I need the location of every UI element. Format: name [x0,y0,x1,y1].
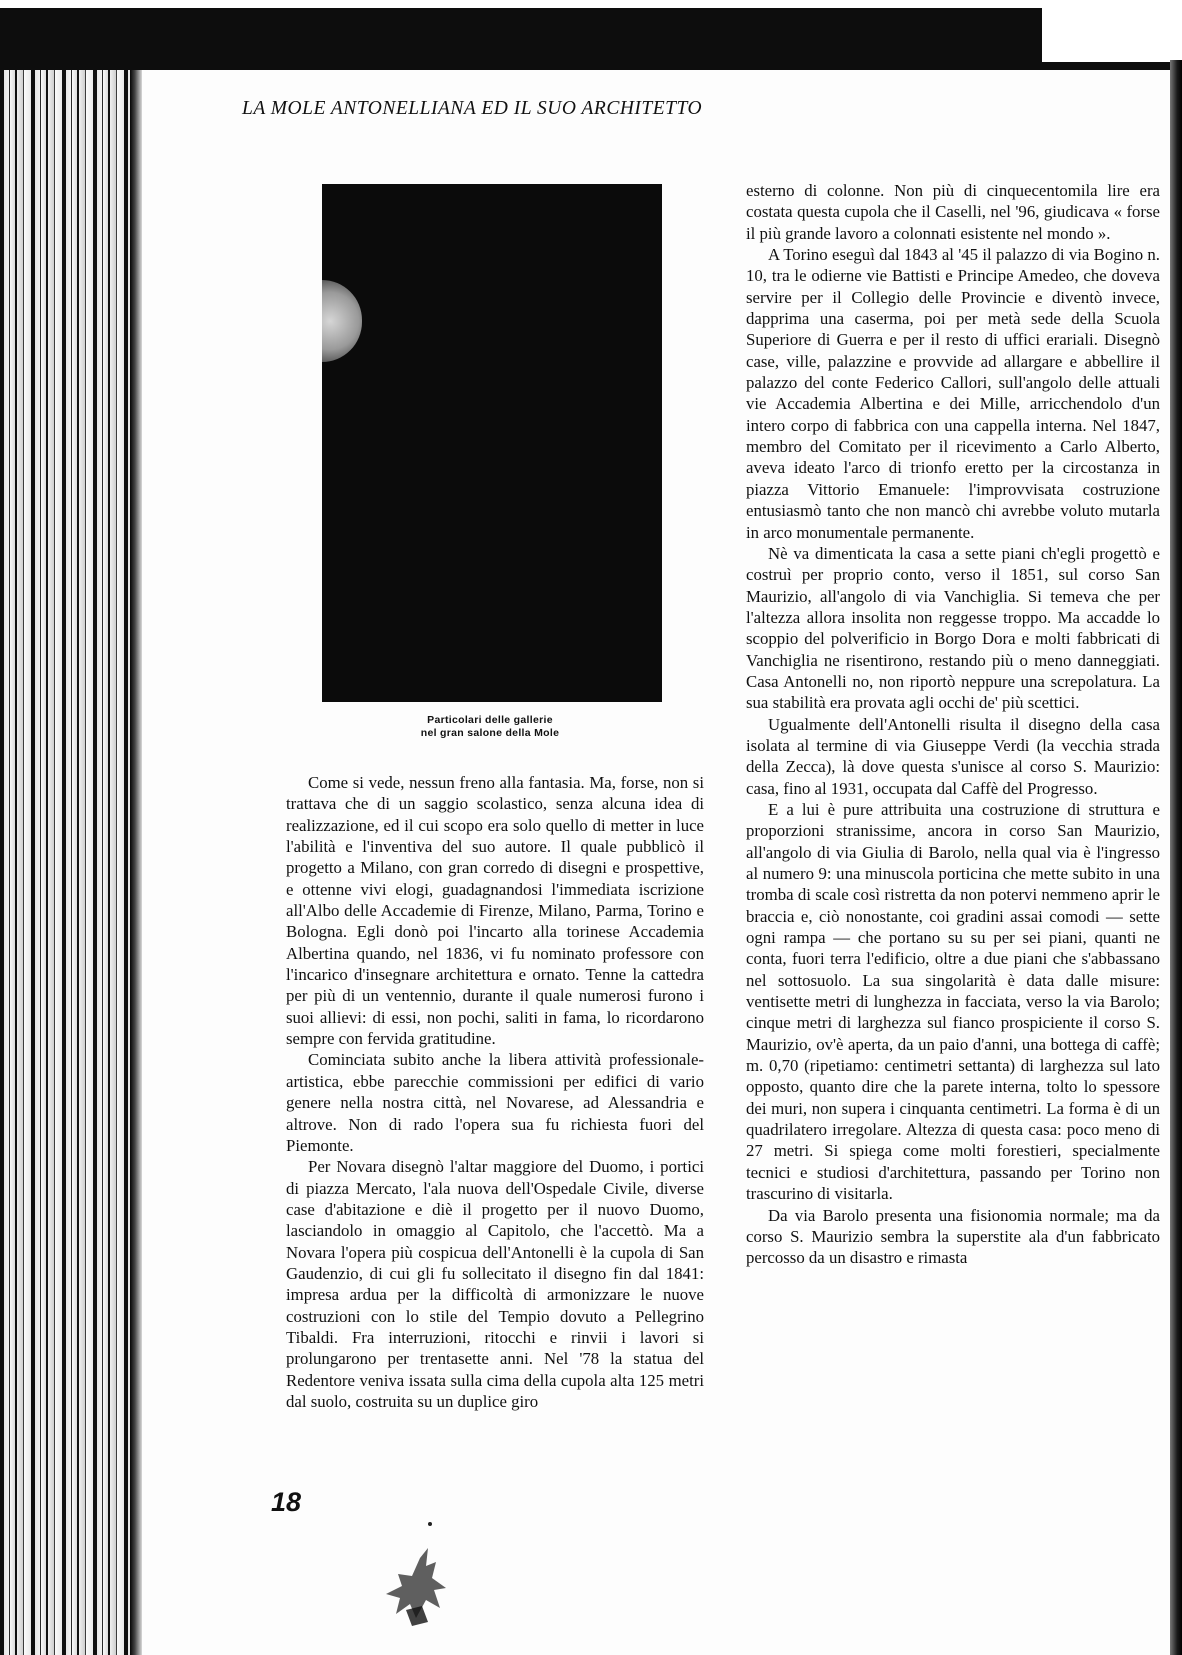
scan-top-band [0,8,1042,70]
paragraph: Cominciata subito anche la libera attività professionale-artistica, ebbe parecchie commissioni per edifici di vario genere nella nostra città, nel Novarese, ad Alessandria e altrove. Non di rado l'opera sua fu richiesta fuori del Piemonte. [286,1050,704,1155]
paragraph: Ugualmente dell'Antonelli risulta il disegno della casa isolata al termine di via Giuseppe Verdi (la vecchia strada della Zecca), là dove questa s'unisce al corso S. Maurizio: casa, fino al 1931, occupata dal Caffè del Progresso. [746,714,1160,798]
right-text-column [746,180,1160,1269]
figure-caption [340,714,640,740]
photo-highlight [322,280,362,362]
paragraph: A Torino eseguì dal 1843 al '45 il palazzo di via Bogino n. 10, tra le odierne vie Battisti e Principe Amedeo, che doveva servire per il Collegio delle Provincie e diventò invece, dapprima una caserma, poi per metà sede della Scuola Superiore di Guerra e per il resto di uffici erariali. Disegnò case, ville, palazzine e provvide ad allargare e abbellire il palazzo del conte Federico Callori, sull'angolo delle attuali vie Accademia Albertina e dei Mille, arricchendolo d'un intero corpo di fabbrica con una cappella interna. Nel 1847, membro del Comitato per il ricevimento a Carlo Alberto, aveva ideato l'arco di trionfo eretto per la circostanza in piazza Vittorio Emanuele: l'improvvisata costruzione entusiasmò tanto che non mancò chi avrebbe voluto mutarla in arco monumentale permanente. [746,245,1160,542]
paragraph: Per Novara disegnò l'altar maggiore del Duomo, i portici di piazza Mercato, l'ala nuova dell'Ospedale Civile, diverse case d'abitazione e diè il progetto per il nuovo Duomo, lasciandolo in omaggio al Capitolo, che l'accettò. Ma a Novara l'opera più cospicua dell'Antonelli è la cupola di San Gaudenzio, di cui gli fu sollecitato il disegno fin dal 1841: impresa ardua per la difficoltà di armonizzare le nuove costruzioni con lo stile del Tempio dovuto a Pellegrino Tibaldi. Fra interruzioni, ritocchi e rinvii i lavori si prolungarono per trentasette anni. Nel '78 la statua del Redentore veniva issata sulla cima della cupola alta 125 metri dal suolo, costruita su un duplice giro [286,1157,704,1411]
caption-line-1: Particolari delle gallerie [427,714,553,726]
running-head: LA MOLE ANTONELLIANA ED IL SUO ARCHITETTO [242,98,703,119]
paragraph: Nè va dimenticata la casa a sette piani ch'egli progettò e costruì per proprio conto, verso il 1851, sul corso San Maurizio, all'angolo di via Vanchiglia. Si temeva che per l'altezza allora insolita non reggesse troppo. Ma accadde lo scoppio del polverificio in Borgo Dora e molti fabbricati di Vanchiglia ne risentirono, restando più o meno danneggiati. Casa Antonelli no, non riportò neppure una screpolatura. La sua stabilità era provata agli occhi de' più scettici. [746,543,1160,713]
paragraph: esterno di colonne. Non più di cinquecentomila lire era costata questa cupola che il Caselli, nel '96, giudicava « forse il più grande lavoro a colonnati esistente nel mondo ». [746,181,1160,243]
page-number: 18 [271,1487,302,1517]
paragraph: E a lui è pure attribuita una costruzione di struttura e proporzioni stranissime, ancora in corso San Maurizio, all'angolo di via Giulia di Barolo, nella qual via è l'ingresso al numero 9: una minuscola porticina che mette subito in una tromba di scale così ristretta da non potervi nemmeno aprir le braccia e, ciò nonostante, coi gradini assai comodi — sette ogni rampa — che portano su su per sei piani, quanti ne conta, fuori terra l'edificio, oltre a due piani che s'abbassano nel sottosuolo. La sua singolarità è data dalle misure: ventisette metri di lunghezza in facciata, verso la via Barolo; cinque metri di larghezza sul fianco prospiciente il corso S. Maurizio, ov'è aperta, da un paio d'anni, una bottega di caffè; m. 0,70 (ripetiamo: centimetri settanta) di larghezza sul lato opposto, quanto dire che la parete interna, tolto lo spessore dei muri, non supera i cinquanta centimetri. La forma è di un quadrilatero irregolare. Altezza di questa casa: poco meno di 27 metri. Si spiega come molti forestieri, specialmente tecnici e studiosi d'architettura, passando per Torino non trascurino di visitarla. [746,799,1160,1204]
caption-line-2: nel gran salone della Mole [420,727,560,739]
book-spine-edge [130,70,142,1655]
paragraph: Come si vede, nessun freno alla fantasia. Ma, forse, non si trattava che di un saggio scolastico, senza alcuna idea di realizzazione, ed il cui scopo era solo quello di metter in luce l'abilità e l'inventiva del suo autore. Il quale pubblicò il progetto a Milano, con gran corredo di disegni e prospettive, e ottenne vivi elogi, guadagnandosi l'immediata iscrizione all'Albo delle Accademie di Firenze, Milano, Parma, Torino e Bologna. Egli donò poi l'incarto alla torinese Accademia Albertina quando, nel 1836, vi fu nominato professore con l'incarico d'insegnare architettura e ornato. Tenne la cattedra per più di un ventennio, durante il quale numerosi furono i suoi allievi: di essi, non pochi, saliti in fama, lo ricordarono sempre con fervida gratitudine. [286,773,704,1049]
left-text-column [286,772,704,1412]
book-spine-shadow [0,70,142,1655]
gallery-photo [322,184,662,702]
paragraph: Da via Barolo presenta una fisionomia normale; ma da corso S. Maurizio sembra la superstite ala d'un fabbricato percosso da un disastro e rimasta [746,1205,1160,1268]
scan-right-edge [1170,60,1182,1655]
ink-smudge [376,1518,472,1628]
